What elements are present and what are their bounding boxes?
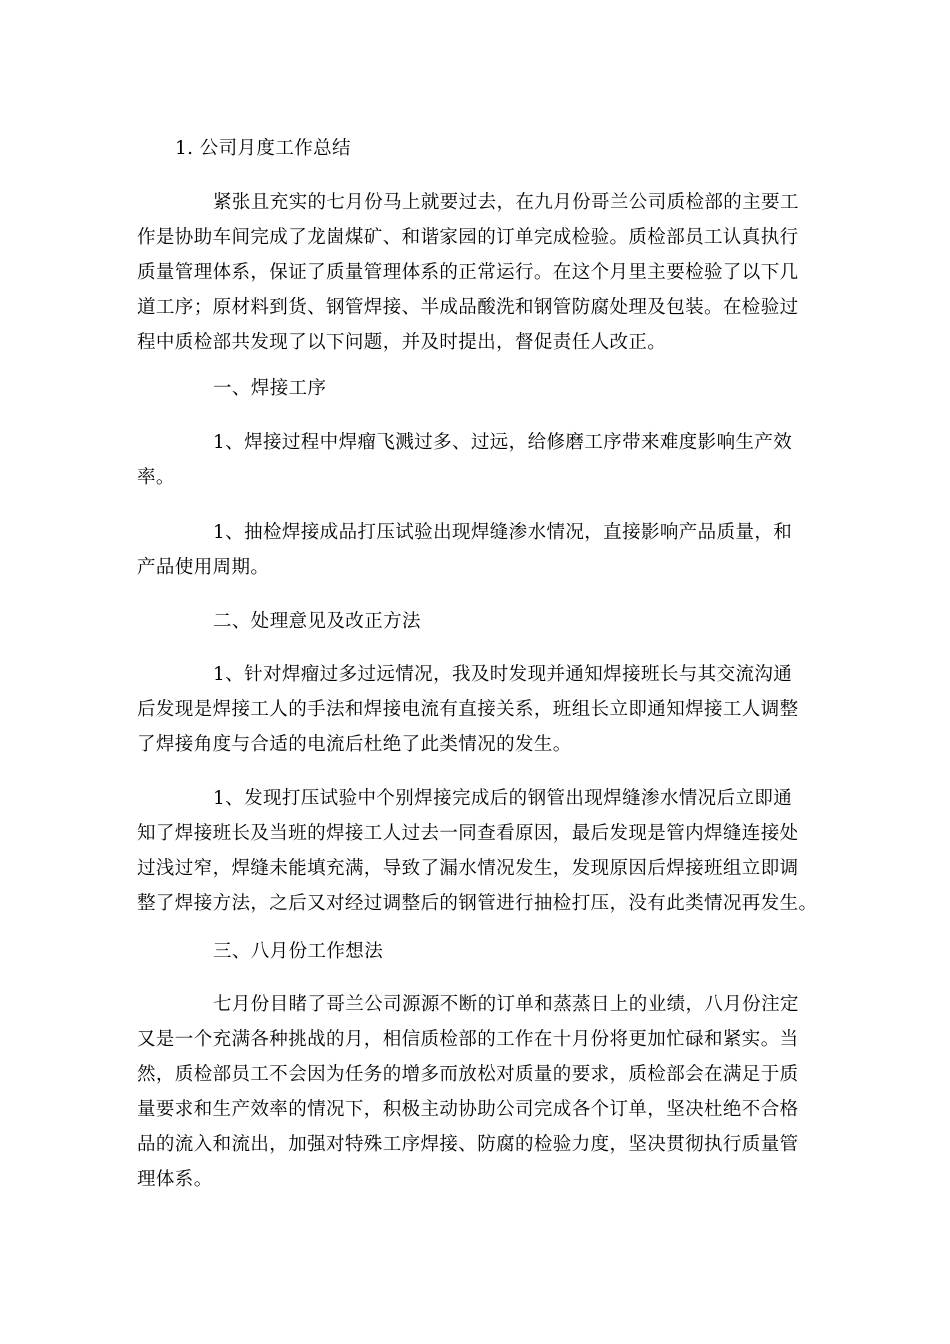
section3-line: 品的流入和流出，加强对特殊工序焊接、防腐的检验力度，坚决贯彻执行质量管 (137, 1134, 799, 1155)
section1-heading-block (137, 371, 821, 406)
section3-line: 七月份目睹了哥兰公司源源不断的订单和蒸蒸日上的业绩，八月份注定 (213, 994, 799, 1015)
section1-item2-line: 1、抽检焊接成品打压试验出现焊缝渗水情况，直接影响产品质量，和 (213, 522, 793, 543)
section3-heading: 三、八月份工作想法 (213, 941, 384, 962)
section3-paragraph (137, 987, 821, 1197)
intro-line: 紧张且充实的七月份马上就要过去，在九月份哥兰公司质检部的主要工 (213, 192, 799, 213)
section2-item1 (137, 657, 821, 762)
section2-item1-line: 1、针对焊瘤过多过远情况，我及时发现并通知焊接班长与其交流沟通 (213, 664, 793, 685)
section3-line: 然，质检部员工不会因为任务的增多而放松对质量的要求，质检部会在满足于质 (137, 1064, 799, 1085)
section3-heading-block (137, 934, 821, 969)
section1-item1-line: 1、焊接过程中焊瘤飞溅过多、过远，给修磨工序带来难度影响生产效 (213, 432, 793, 453)
section2-item2 (137, 781, 821, 921)
section2-item2-line: 知了焊接班长及当班的焊接工人过去一同查看原因，最后发现是管内焊缝连接处 (137, 823, 799, 844)
document-title-block (137, 131, 821, 166)
section3-line: 量要求和生产效率的情况下，积极主动协助公司完成各个订单，坚决杜绝不合格 (137, 1099, 799, 1120)
section1-item1 (137, 425, 821, 495)
section1-item1-line: 率。 (137, 467, 175, 488)
intro-line: 作是协助车间完成了龙崮煤矿、和谐家园的订单完成检验。质检部员工认真执行 (137, 227, 799, 248)
section1-item2-line: 产品使用周期。 (137, 557, 270, 578)
intro-line: 质量管理体系，保证了质量管理体系的正常运行。在这个月里主要检验了以下几 (137, 262, 799, 283)
section3-line: 又是一个充满各种挑战的月，相信质检部的工作在十月份将更加忙碌和紧实。当 (137, 1029, 799, 1050)
section2-heading: 二、处理意见及改正方法 (213, 611, 421, 632)
intro-line: 程中质检部共发现了以下问题，并及时提出，督促责任人改正。 (137, 332, 667, 353)
intro-paragraph (137, 185, 821, 360)
section2-item2-line: 整了焊接方法，之后又对经过调整后的钢管进行抽检打压，没有此类情况再发生。 (137, 893, 818, 914)
section2-heading-block (137, 604, 821, 639)
section2-item2-line: 过浅过窄，焊缝未能填充满，导致了漏水情况发生，发现原因后焊接班组立即调 (137, 858, 799, 879)
section2-item1-line: 后发现是焊接工人的手法和焊接电流有直接关系，班组长立即通知焊接工人调整 (137, 699, 799, 720)
section2-item1-line: 了焊接角度与合适的电流后杜绝了此类情况的发生。 (137, 734, 572, 755)
section3-line: 理体系。 (137, 1169, 213, 1190)
section1-heading: 一、焊接工序 (213, 378, 327, 399)
section2-item2-line: 1、发现打压试验中个别焊接完成后的钢管出现焊缝渗水情况后立即通 (213, 788, 793, 809)
intro-line: 道工序；原材料到货、钢管焊接、半成品酸洗和钢管防腐处理及包装。在检验过 (137, 297, 799, 318)
section1-item2 (137, 515, 821, 585)
document-title: 1. 公司月度工作总结 (175, 138, 351, 159)
